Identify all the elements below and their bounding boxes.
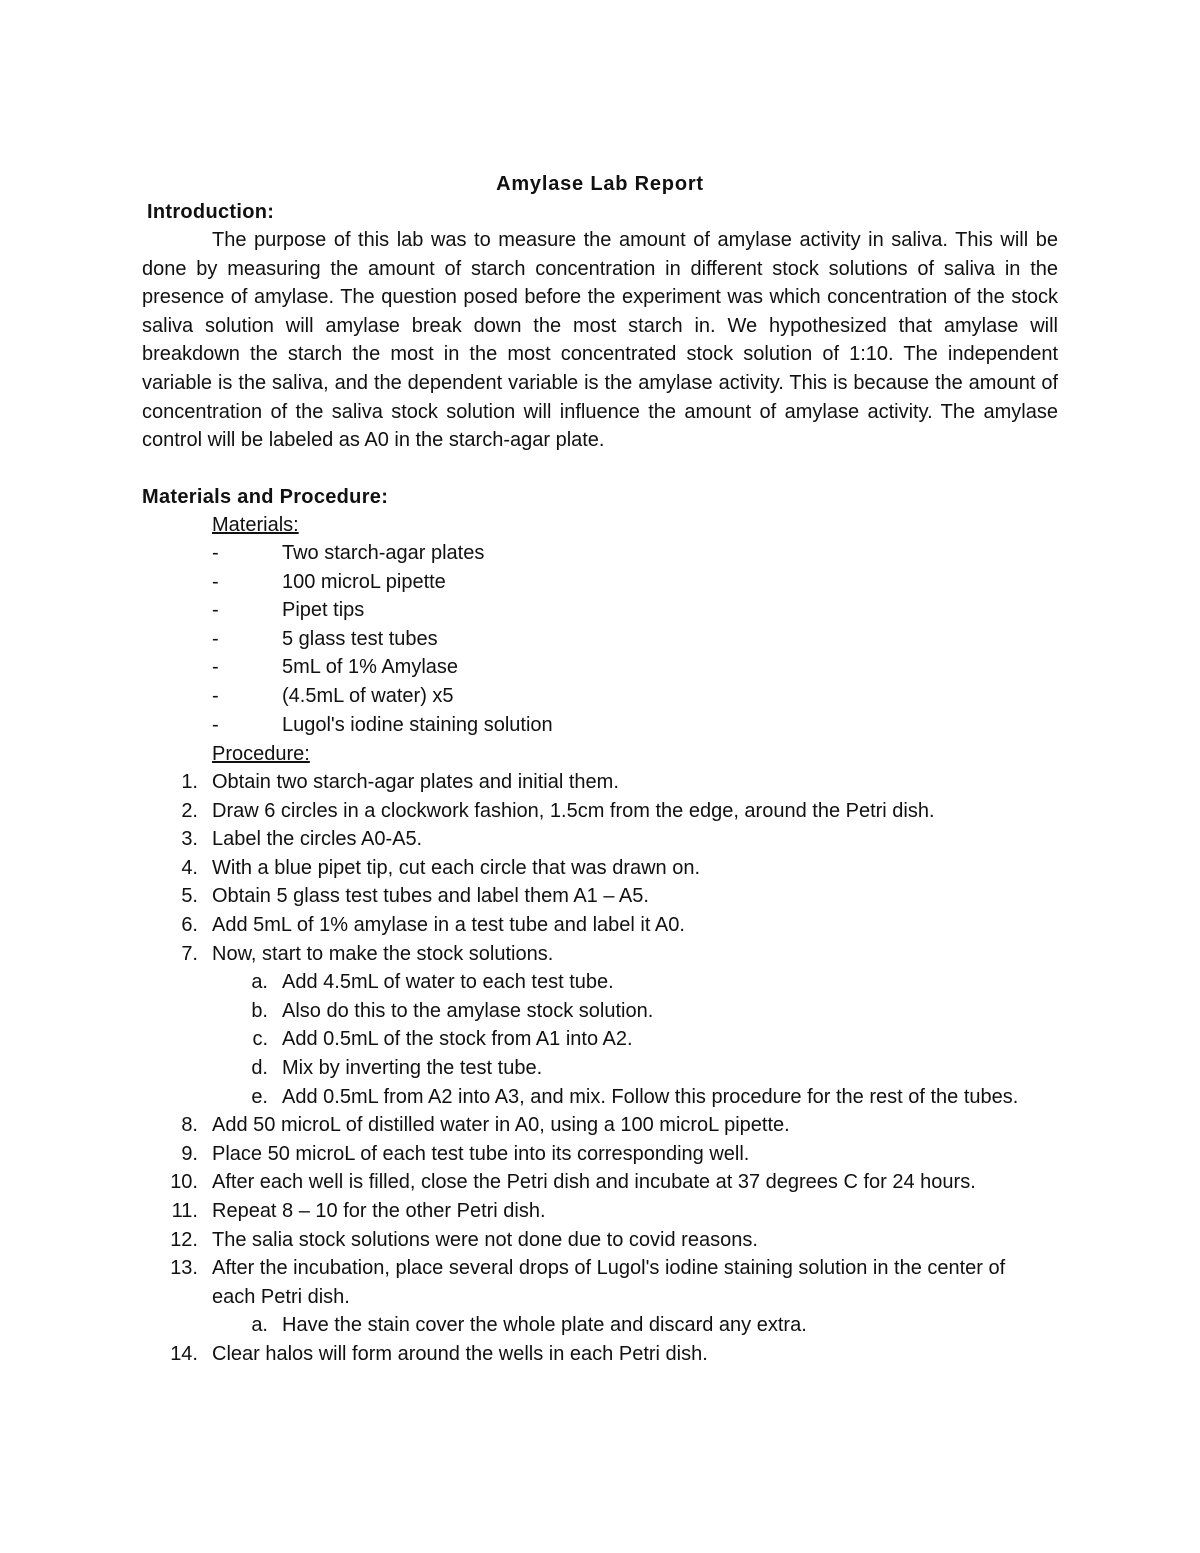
list-item: - (4.5mL of water) x5 [212, 684, 454, 707]
step-text: Add 5mL of 1% amylase in a test tube and label it A0. [212, 913, 685, 936]
list-item: - Lugol's iodine staining solution [212, 713, 553, 736]
step-text: Also do this to the amylase stock solution. [282, 999, 654, 1022]
step-number: 9. [181, 1142, 198, 1165]
step-text: Obtain two starch-agar plates and initial them. [212, 771, 619, 793]
material-text: 5 glass test tubes [282, 627, 438, 650]
procedure-step [0, 1197, 1200, 1226]
step-text: Now, start to make the stock solutions. [212, 942, 554, 965]
procedure-step [0, 1340, 1200, 1369]
step-text: Add 4.5mL of water to each test tube. [282, 971, 614, 994]
procedure-step [0, 768, 1200, 797]
step-number: 8. [181, 1114, 198, 1137]
document-title: Amylase Lab Report [496, 173, 704, 195]
material-text: Pipet tips [282, 599, 365, 622]
procedure-step [0, 1111, 1200, 1140]
procedure-step [0, 882, 1200, 911]
step-number: 12. [170, 1228, 198, 1251]
procedure-step [0, 1140, 1200, 1169]
step-number: 7. [181, 942, 198, 965]
material-text: 5mL of 1% Amylase [282, 656, 459, 679]
step-number: 13. [170, 1257, 198, 1280]
introduction-heading: Introduction: [147, 201, 275, 223]
procedure-substep [0, 1054, 1200, 1083]
procedure-step [0, 1168, 1200, 1197]
procedure-substep [0, 968, 1200, 997]
step-text: The salia stock solutions were not done due to covid reasons. [212, 1228, 758, 1251]
material-text: (4.5mL of water) x5 [282, 684, 454, 707]
step-text: With a blue pipet tip, cut each circle that was drawn on. [212, 856, 701, 879]
list-item: - 100 microL pipette [212, 570, 446, 593]
introduction-text: The purpose of this lab was to measure the amount of amylase activity in saliva. This will be done by measuring the amount of starch concentration in different stock solutions of saliva in the presence of amylase. The question posed before the experiment was which concentration of the stock saliva solution will amylase break down the most starch in. We hypothesized that amylase will breakdown the starch the most in the most concentrated stock solution of 1:10. The independent variable is the saliva, and the dependent variable is the amylase activity. This is because the amount of concentration of the saliva stock solution will influence the amount of amylase activity. The amylase control will be labeled as A0 in the starch-agar plate. [142, 229, 1058, 452]
material-text: Lugol's iodine staining solution [282, 713, 553, 736]
procedure-step [0, 854, 1200, 883]
step-number: 1. [181, 771, 198, 793]
step-text: Have the stain cover the whole plate and discard any extra. [282, 1314, 807, 1337]
step-number: a. [251, 971, 268, 994]
material-text: 100 microL pipette [282, 570, 446, 593]
procedure-list [0, 768, 1200, 1368]
step-number: 14. [170, 1342, 198, 1365]
step-number: b. [251, 999, 268, 1022]
procedure-step [0, 940, 1200, 969]
list-item: - 5 glass test tubes [212, 627, 438, 650]
step-number: 11. [171, 1199, 198, 1222]
step-number: d. [251, 1056, 268, 1079]
step-text: Add 0.5mL of the stock from A1 into A2. [282, 1028, 633, 1051]
procedure-step [0, 825, 1200, 854]
step-text: Mix by inverting the test tube. [282, 1056, 543, 1079]
step-number: 4. [181, 856, 198, 879]
procedure-step [0, 797, 1200, 826]
step-number: c. [252, 1028, 268, 1051]
list-item: - 5mL of 1% Amylase [212, 656, 459, 679]
introduction-paragraph [142, 226, 1058, 455]
procedure-substep [0, 1083, 1200, 1112]
procedure-label: Procedure: [212, 743, 310, 765]
step-text: Add 50 microL of distilled water in A0, using a 100 microL pipette. [212, 1114, 790, 1137]
step-number: e. [251, 1085, 268, 1108]
procedure-step [0, 911, 1200, 940]
step-text: Add 0.5mL from A2 into A3, and mix. Follow this procedure for the rest of the tubes. [282, 1085, 1019, 1108]
procedure-substep [0, 1311, 1200, 1340]
list-item: - Two starch-agar plates [212, 542, 485, 564]
procedure-substep [0, 1025, 1200, 1054]
step-text: Clear halos will form around the wells in each Petri dish. [212, 1342, 708, 1365]
step-text: Label the circles A0-A5. [212, 828, 423, 851]
materials-procedure-heading: Materials and Procedure: [142, 486, 389, 508]
step-text: After each well is filled, close the Petri dish and incubate at 37 degrees C for 24 hours. [212, 1171, 976, 1194]
procedure-step [0, 1226, 1200, 1255]
procedure-step [0, 1254, 1200, 1311]
step-text: Obtain 5 glass test tubes and label them A1 – A5. [212, 885, 649, 908]
procedure-substep [0, 997, 1200, 1026]
step-number: 5. [181, 885, 198, 908]
material-text: Two starch-agar plates [282, 542, 485, 564]
step-text: Place 50 microL of each test tube into its corresponding well. [212, 1142, 750, 1165]
materials-label: Materials: [212, 514, 299, 536]
step-text: After the incubation, place several drops of Lugol's iodine staining solution in the center of each Petri dish. [212, 1257, 1006, 1308]
step-number: 3. [181, 828, 198, 851]
step-text: Repeat 8 – 10 for the other Petri dish. [212, 1199, 546, 1222]
step-number: 2. [181, 799, 198, 822]
step-text: Draw 6 circles in a clockwork fashion, 1.5cm from the edge, around the Petri dish. [212, 799, 935, 822]
step-number: 6. [181, 913, 198, 936]
step-number: 10. [170, 1171, 198, 1194]
list-item: - Pipet tips [212, 599, 365, 622]
materials-list [212, 539, 553, 739]
step-number: a. [251, 1314, 268, 1337]
